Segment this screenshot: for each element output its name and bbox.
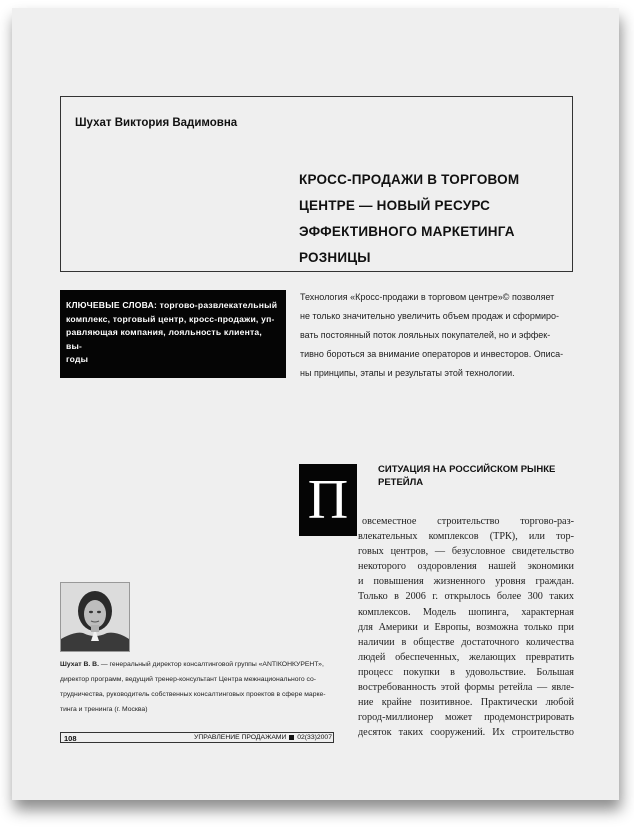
bio-line-text: — генеральный директор консалтинговой группы «ANTIКОНКУРЕНТ», — [98, 661, 324, 668]
article-header-box — [60, 96, 573, 272]
title-line: ЦЕНТРЕ — НОВЫЙ РЕСУРС — [299, 198, 491, 213]
body-line: говых центров, — безусловное свидетельство — [358, 546, 574, 558]
journal-name: УПРАВЛЕНИЕ ПРОДАЖАМИ — [194, 734, 287, 741]
title-line: РОЗНИЦЫ — [299, 250, 371, 265]
bio-line — [60, 657, 336, 672]
section-heading — [378, 463, 578, 489]
section-heading-line: СИТУАЦИЯ НА РОССИЙСКОМ РЫНКЕ — [378, 464, 556, 475]
body-line: влекательных комплексов (ТРК), или тор- — [358, 531, 574, 543]
bio-line: директор программ, ведущий тренер-консультант Центра межнационального со- — [60, 676, 317, 683]
body-line: востребованность этой формы ретейла — явле- — [358, 682, 574, 694]
abstract-line: тивно бороться за внимание операторов и инвесторов. Описа- — [300, 349, 564, 359]
keywords-line: годы — [66, 354, 89, 364]
article-abstract — [300, 288, 576, 383]
body-line: для Америки и Европы, возможна только при — [358, 621, 574, 633]
body-line: десяток таких сооружений. Их строительство — [358, 727, 574, 739]
body-line: Только в 2006 г. открылось более 300 таких — [358, 591, 574, 603]
abstract-line: вать постоянный поток лояльных покупателей, но и эффек- — [300, 330, 551, 340]
bio-line: тинга и тренинга (г. Москва) — [60, 706, 148, 713]
abstract-line: не только значительно увеличить объем продаж и сформиро- — [300, 311, 560, 321]
keywords-line — [66, 299, 280, 313]
body-line: город-миллионер может продемонстрировать — [358, 712, 574, 724]
body-line: и повышения жизненного уровня граждан. — [358, 576, 574, 588]
keywords-line: комплекс, торговый центр, кросс-продажи, уп- — [66, 313, 275, 324]
drop-cap-letter: П — [299, 464, 357, 536]
journal-footer — [162, 734, 332, 741]
body-line: ние крайне позитивное. Практически любой — [358, 697, 574, 709]
title-line: ЭФФЕКТИВНОГО МАРКЕТИНГА — [299, 224, 515, 239]
keywords-first-rest: торгово-развлекательный — [157, 300, 278, 310]
body-line: наличии в обществе достаточного количества — [358, 636, 574, 648]
bio-line: трудничества, руководитель собственных консалтинговых проектов в сфере марке- — [60, 691, 326, 698]
author-portrait-image — [61, 583, 129, 651]
body-line: некоторого оздоровления нашей экономики — [358, 561, 574, 573]
body-line: людей обеспеченных, желающих превратить — [358, 651, 574, 663]
author-name: Шухат Виктория Вадимовна — [75, 117, 238, 129]
page-number: 108 — [64, 734, 77, 743]
body-line: овсеместное строительство торгово-раз- — [362, 516, 574, 527]
author-bio — [60, 657, 336, 717]
article-body — [358, 514, 574, 740]
square-bullet-icon — [289, 735, 294, 740]
body-line: комплексов. Модель шопинга, характерная — [358, 606, 574, 618]
journal-issue: 02(33)2007 — [297, 734, 332, 741]
keywords-label: КЛЮЧЕВЫЕ СЛОВА: — [66, 300, 158, 310]
section-heading-line: РЕТЕЙЛА — [378, 477, 424, 488]
keywords-box — [60, 290, 286, 378]
magazine-page — [12, 8, 619, 800]
author-photo — [60, 582, 130, 652]
body-line: процесс покупки в удовольствие. Большая — [358, 666, 574, 678]
abstract-line: ны принципы, этапы и результаты этой технологии. — [300, 368, 515, 378]
title-line: КРОСС-ПРОДАЖИ В ТОРГОВОМ — [299, 172, 520, 187]
article-title — [299, 167, 539, 271]
bio-name: Шухат В. В. — [60, 661, 99, 668]
keywords-line: равляющая компания, лояльность клиента, вы- — [66, 327, 262, 351]
abstract-line: Технология «Кросс-продажи в торговом центре»© позволяет — [300, 292, 555, 302]
